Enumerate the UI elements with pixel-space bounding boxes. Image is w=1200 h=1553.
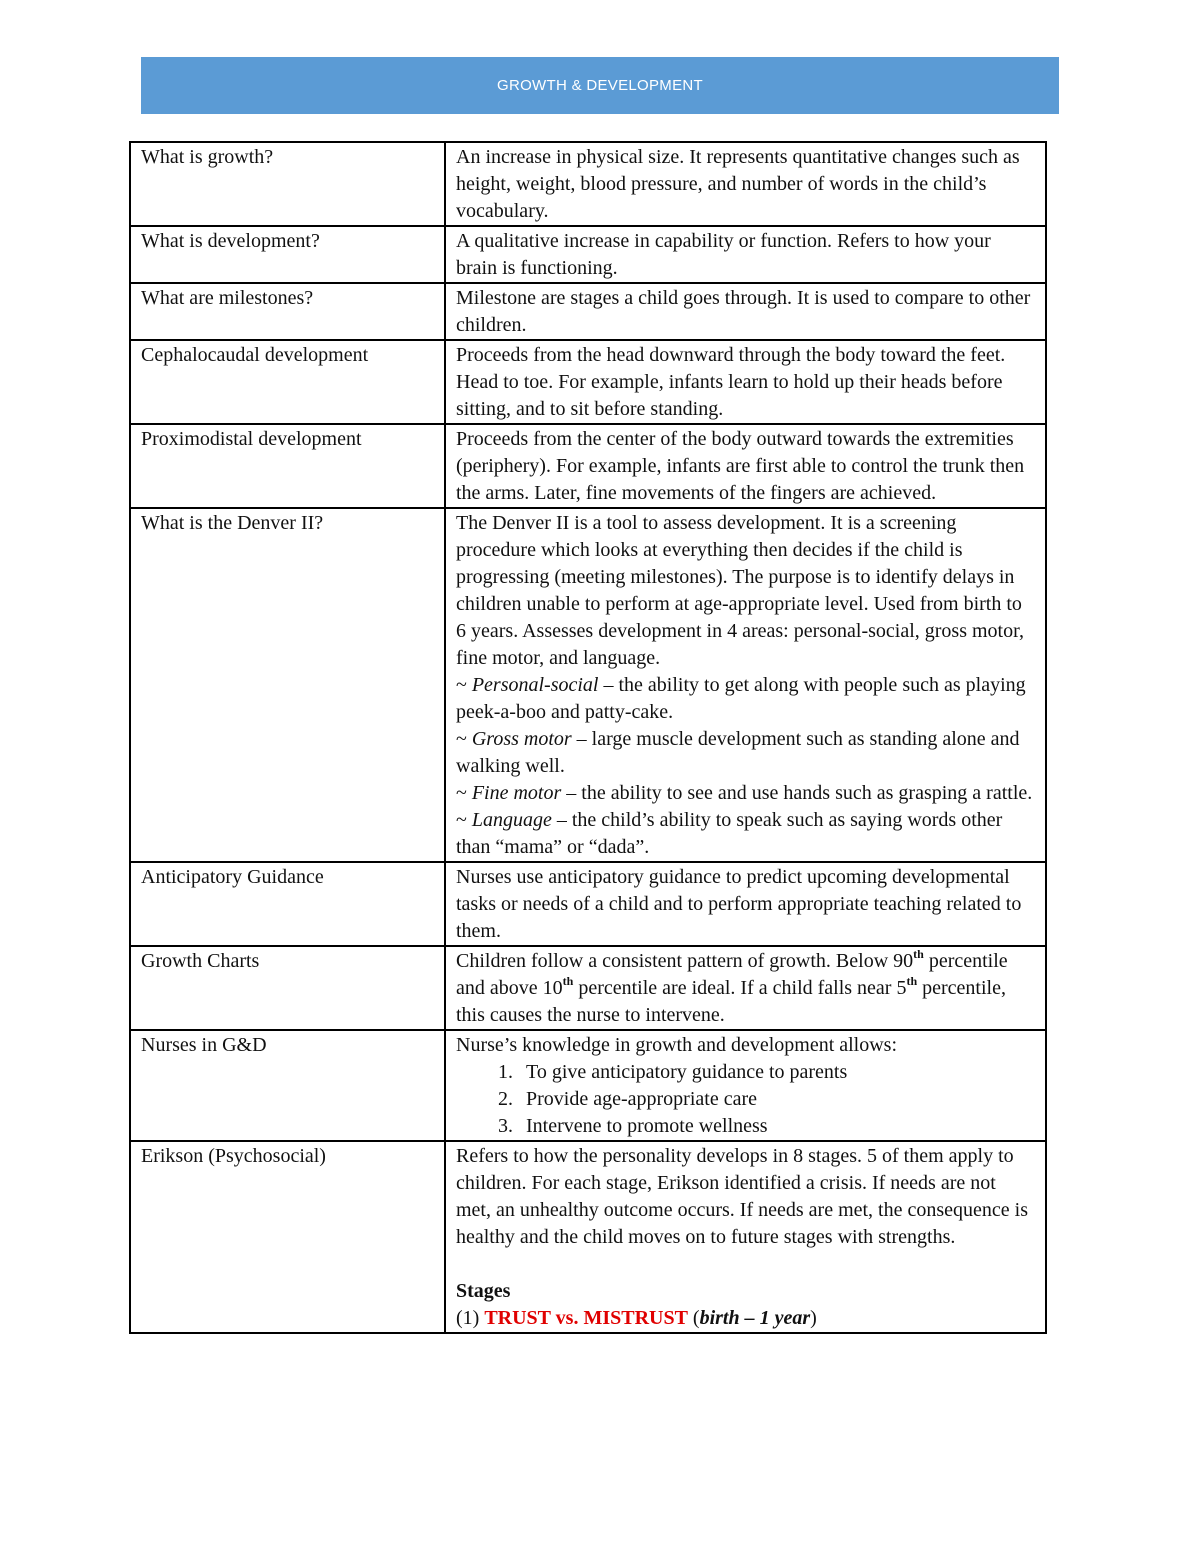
growth-text: percentile, this causes the nurse to intervene. [456,977,1006,1026]
area-prefix: ~ [456,782,472,804]
header-banner [141,57,1059,114]
area-name: Personal-social [471,674,599,696]
stage-open: ( [687,1307,700,1329]
definition-cell [445,946,1046,1030]
table-row [130,142,1046,226]
definition-cell [445,1141,1046,1333]
stage-number: (1) [456,1307,485,1329]
growth-text: Children follow a consistent pattern of growth. Below 90 [456,950,914,972]
list-item: 2. Provide age-appropriate care [518,1086,1035,1113]
table-row [130,226,1046,283]
denver-area-language [456,807,1035,861]
nurses-list [456,1059,1035,1140]
area-text: – the child’s ability to speak such as saying words other than “mama” or “dada”. [456,809,1003,858]
term-cell: What is growth? [130,142,445,226]
area-name: Gross motor [471,728,572,750]
area-prefix: ~ [456,728,472,750]
spacer [456,1251,1035,1278]
list-item: 3. Intervene to promote wellness [518,1113,1035,1140]
stage-age: birth – 1 year [699,1307,811,1329]
area-text: – the ability to get along with people such as playing peek-a-boo and patty-cake. [456,674,1026,723]
growth-development-table [129,141,1047,1334]
table-row [130,283,1046,340]
table-row [130,424,1046,508]
stages-heading: Stages [456,1280,511,1302]
denver-intro: The Denver II is a tool to assess development. It is a screening procedure which looks at everything then decides if the child is progressing (meeting milestones). The purpose is to identify delays in children unable to perform at age-appropriate level. Used from birth to 6 years. Assesses development in 4 areas: personal-social, gross motor, fine motor, and language. [456,512,1024,669]
table-row [130,508,1046,862]
term-cell: What are milestones? [130,283,445,340]
table-row [130,340,1046,424]
term-cell: Growth Charts [130,946,445,1030]
term-cell: Nurses in G&D [130,1030,445,1141]
term-cell: What is development? [130,226,445,283]
table-row [130,946,1046,1030]
area-prefix: ~ [456,809,472,831]
table-row [130,862,1046,946]
denver-area-gross-motor [456,726,1035,780]
stage-name: TRUST vs. MISTRUST [484,1307,688,1329]
definition-cell [445,1030,1046,1141]
area-name: Language [471,809,552,831]
term-cell: Anticipatory Guidance [130,862,445,946]
stage-line [456,1305,1035,1332]
area-name: Fine motor [471,782,562,804]
erikson-intro: Refers to how the personality develops in 8 stages. 5 of them apply to children. For each stage, Erikson identified a crisis. If needs are not met, an unhealthy outcome occurs. If needs are met, the consequence is healthy and the child moves on to future stages with strengths. [456,1145,1029,1248]
nurses-intro: Nurse’s knowledge in growth and development allows: [456,1034,898,1056]
ordinal-suffix: th [562,974,574,988]
list-item: 1. To give anticipatory guidance to parents [518,1059,1035,1086]
page-title: GROWTH & DEVELOPMENT [496,77,704,94]
ordinal-suffix: th [913,947,924,961]
term-cell: Erikson (Psychosocial) [130,1141,445,1333]
growth-text: percentile and above 10 [456,950,1008,999]
stage-close: ) [810,1307,817,1329]
area-text: – the ability to see and use hands such as grasping a rattle. [561,782,1033,804]
definition-cell: Nurses use anticipatory guidance to predict upcoming developmental tasks or needs of a child and to perform appropriate teaching related to them. [445,862,1046,946]
term-cell: Cephalocaudal development [130,340,445,424]
growth-text: percentile are ideal. If a child falls near 5 [573,977,907,999]
table-row [130,1141,1046,1333]
table-row [130,1030,1046,1141]
term-cell: What is the Denver II? [130,508,445,862]
ordinal-suffix: th [906,974,918,988]
denver-area-fine-motor [456,780,1035,807]
denver-area-personal-social [456,672,1035,726]
area-text: – large muscle development such as standing alone and walking well. [456,728,1020,777]
definition-cell [445,508,1046,862]
definition-cell: A qualitative increase in capability or function. Refers to how your brain is functioning. [445,226,1046,283]
definition-cell: An increase in physical size. It represents quantitative changes such as height, weight, blood pressure, and number of words in the child’s vocabulary. [445,142,1046,226]
definition-cell: Proceeds from the head downward through the body toward the feet. Head to toe. For example, infants learn to hold up their heads before sitting, and to sit before standing. [445,340,1046,424]
definition-cell: Milestone are stages a child goes through. It is used to compare to other children. [445,283,1046,340]
definition-cell: Proceeds from the center of the body outward towards the extremities (periphery). For example, infants are first able to control the trunk then the arms. Later, fine movements of the fingers are achieved. [445,424,1046,508]
term-cell: Proximodistal development [130,424,445,508]
area-prefix: ~ [456,674,472,696]
